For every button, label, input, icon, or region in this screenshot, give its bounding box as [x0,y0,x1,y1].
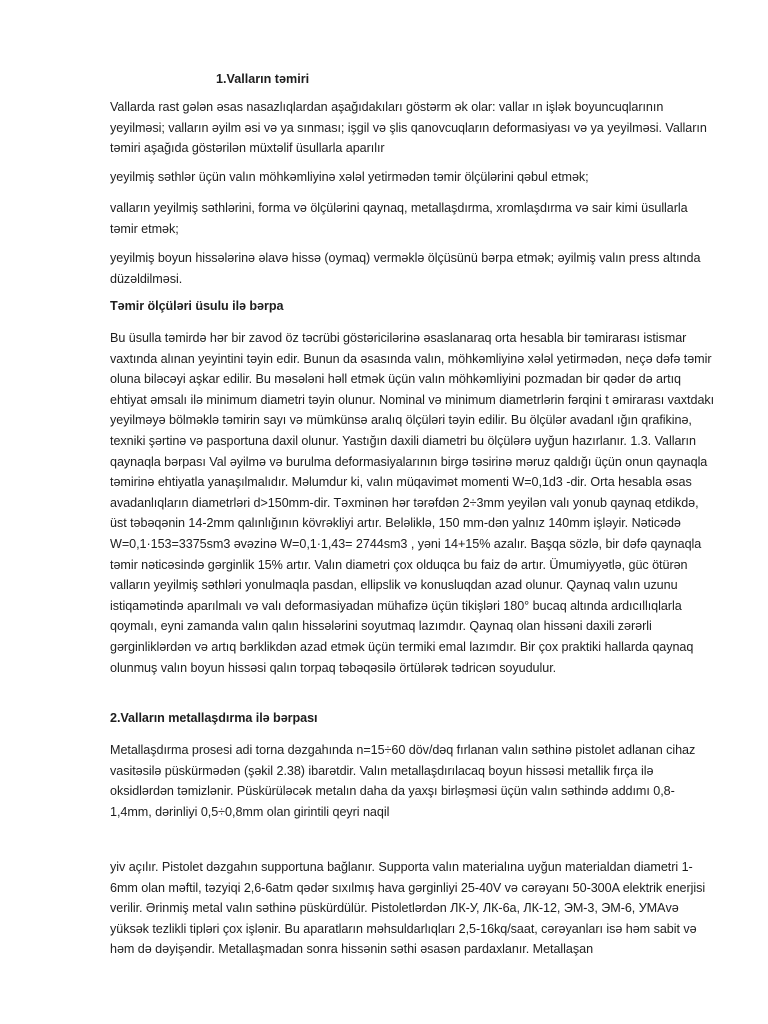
repair-sizes-paragraph: Bu üsulla təmirdə hər bir zavod öz təcrübi göstəricilərinə əsaslanaraq orta hesabla bir təmirarası istismar vaxtında alınan yeyintini təyin edir. Bunun da əsasında valın, möhkəmliyinə xələl yetirmədən, neçə dəfə təmir oluna biləcəyi aşkar edilir. Bu məsələni həll etmək üçün valın möhkəmliyini pozmadan bir qədər də artıq ehtiyat əmsalı ilə minimum diametri təyin olunur. Nominal və minimum diametrlərin fərqini t əmirarası vaxtdakı yeyilməyə bölməklə təmirin sayı və mümkünsə aralıq ölçüləri təyin edilir. Bu ölçülər avadanl ığın qrafikinə, texniki şərtinə və pasportuna daxil olunur. Yastığın daxili diametri bu ölçülərə uyğun hazırlanır. 1.3. Valların qaynaqla bərpası Val əyilmə və burulma deformasiyalarının birgə təsirinə məruz qaldığı üçün onun qaynaqla təmirinə ehtiyatla yanaşılmalıdır. Məlumdur ki, valın müqavimət momenti W=0,1d3 -dir. Orta hesabla əsas avadanlıqların diametrləri d>150mm-dir. Təxminən hər tərəfdən 2÷3mm yeyilən valı yonub qaynaq etdikdə, üst təbəqənin 14-2mm qalınlığının kövrəkliyi artır. Beləliklə, 150 mm-dən yalnız 140mm işləyir. Nəticədə W=0,1·153=3375sm3 əvəzinə W=0,1·1,43= 2744sm3 , yəni 14+15% azalır. Başqa sözlə, bir dəfə qaynaqla təmir nəticəsində gərginlik 15% artır. Valın diametri çox olduqca bu faiz də artır. Ümumiyyətlə, güc ötürən valların yeyilmiş səthləri yonulmaqla pasdan, ellipslik və konusluqdan azad olunur. Qaynaq valın uzunu istiqamətində aparılmalı və valı deformasiyadan mühafizə üçün tikişləri 180° bucaq altında ardıcıllıqlarla qoymalı, eyni zamanda valın qalın hissələrini soyutmaq lazımdır. Qaynaq olan hissəni daxili zərərli gərginliklərdən və artıq bərklikdən azad etmək üçün termiki emal lazımdır. Bir çox praktiki hallarda qaynaq olunmuş valın boyun hissəsi qalın torpaq təbəqəsilə örtülərək tədricən soyudulur. [110,331,715,675]
method-paragraph-3: yeyilmiş boyun hissələrinə əlavə hissə (oymaq) verməklə ölçüsünü bərpa etmək; əyilmiş valın press altında düzəldilməsi. [110,251,701,286]
method-paragraph-1: yeyilmiş səthlər üçün valın möhkəmliyinə xələl yetirmədən təmir ölçülərini qəbul etmək; [110,170,589,184]
subheading-repair-sizes: Təmir ölçüləri üsulu ilə bərpa [110,299,284,313]
continuation-paragraph: yiv açılır. Pistolet dəzgahın supportuna bağlanır. Supporta valın materialına uyğun materialdan diametri 1- 6mm olan məftil, təzyiqi 2,6-6atm qədər sıxılmış hava gərginliyi 25-40V və cərəyanı 50-300A elektrik enerjisi verilir. Ərinmiş metal valın səthinə püskürdülür. Pistoletlərdən ЛК-У, ЛК-6а, ЛК-12, ЭМ-3, ЭМ-6, УМАvə yüksək tezlikli tipləri çox işlənir. Bu aparatların məhsuldarlıqları 2,5-16kq/saat, cərəyanları isə həm sabit və həm də dəyişəndir. Metallaşmadan sonra hissənin səthi əsasən pardaxlanır. Metallaşan [110,860,706,957]
method-paragraph-2: valların yeyilmiş səthlərini, forma və ölçülərini qaynaq, metallaşdırma, xromlaşdırma və sair kimi üsullarla təmir etmək; [110,201,688,236]
intro-paragraph: Vallarda rast gələn əsas nasazlıqlardan aşağıdakıları göstərm ək olar: vallar ın işlək boyuncuqlarının yeyilməsi; valların əyilm əsi və ya sınması; işgil və şlis qanovcuqların deformasiyası və ya yeyilməsi. Valların təmiri aşağıda göstərilən müxtəlif üsullarla aparılır [110,100,707,156]
section-heading-2: 2.Valların metallaşdırma ilə bərpası [110,711,318,725]
metallization-paragraph: Metallaşdırma prosesi adi torna dəzgahında n=15÷60 döv/dəq fırlanan valın səthinə pistolet adlanan cihaz vasitəsilə püskürmədən (şəkil 2.38) ibarətdir. Valın metallaşdırılacaq boyun hissəsi metallik fırça ilə oksidlərdən təmizlənir. Püskürüləcək metalın daha da yaxşı birləşməsi üçün valın səthində addımı 0,8-1,4mm, dərinliyi 0,5÷0,8mm olan girintili qeyri naqil [110,743,696,819]
section-heading-1: 1.Valların təmiri [216,72,310,86]
